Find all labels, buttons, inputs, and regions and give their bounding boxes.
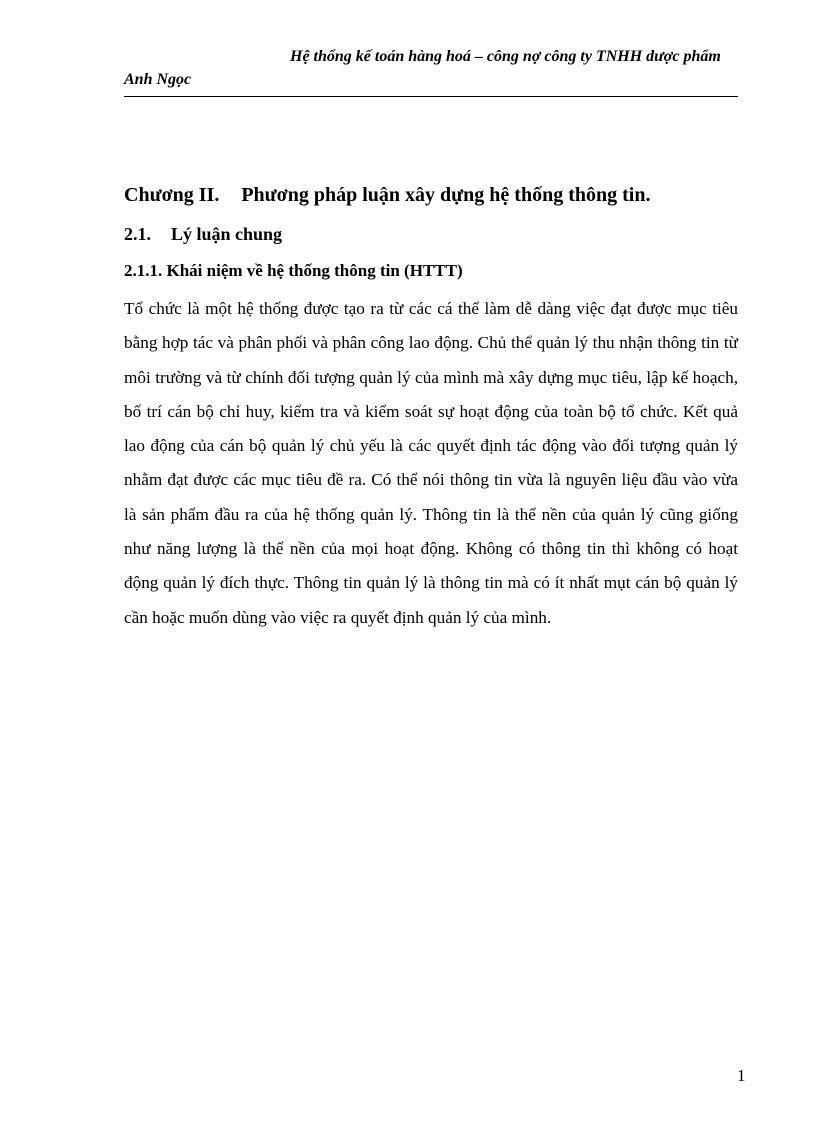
section-heading bbox=[124, 224, 282, 245]
chapter-heading bbox=[124, 184, 650, 207]
body-paragraph: Tổ chức là một hệ thống được tạo ra từ các cá thể làm dễ dàng việc đạt được mục tiêu bằng hợp tác và phân phối và phân công lao động. Chủ thể quản lý thu nhận thông tin từ môi trường và từ chính đối tượng quản lý của mình mà xây dựng mục tiêu, lập kế hoạch, bố trí cán bộ chỉ huy, kiểm tra và kiểm soát sự hoạt động của toàn bộ tổ chức. Kết quả lao động của cán bộ quản lý chủ yếu là các quyết định tác động vào đối tượng quản lý nhằm đạt được các mục tiêu đề ra. Có thể nói thông tin vừa là nguyên liệu đầu vào vừa là sản phẩm đầu ra của hệ thống quản lý. Thông tin là thể nền của quản lý cũng giống như năng lượng là thể nền của mọi hoạt động. Không có thông tin thì không có hoạt động quản lý đích thực. Thông tin quản lý là thông tin mà có ít nhất mụt cán bộ quản lý cần hoặc muốn dùng vào việc ra quyết định quản lý của mình. bbox=[124, 299, 738, 627]
chapter-name: Phương pháp luận xây dựng hệ thống thông tin. bbox=[241, 184, 651, 206]
section-number: 2.1. bbox=[124, 224, 151, 244]
running-header-line2: Anh Ngọc bbox=[124, 71, 192, 88]
section-name: Lý luận chung bbox=[171, 224, 283, 244]
running-header-line1: Hệ thống kế toán hàng hoá – công nợ công ty TNHH dược phẩm bbox=[290, 48, 721, 65]
chapter-number: Chương II. bbox=[124, 184, 220, 206]
subsection-heading: 2.1.1. Khái niệm về hệ thống thông tin (HTTT) bbox=[124, 261, 463, 280]
header-divider bbox=[124, 96, 738, 97]
page-number: 1 bbox=[737, 1066, 746, 1085]
